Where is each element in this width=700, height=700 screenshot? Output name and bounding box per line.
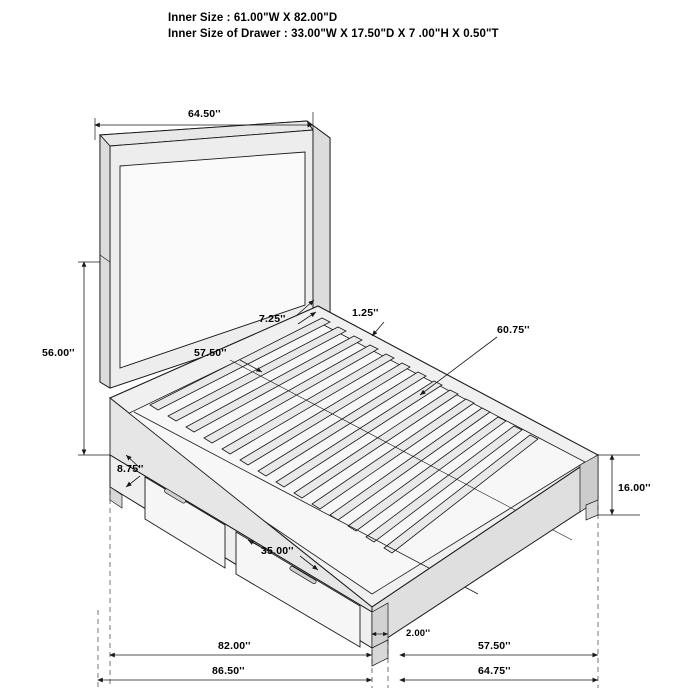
furniture-body xyxy=(100,121,598,666)
dim-top-width: 64.50'' xyxy=(188,108,221,120)
dim-total-depth: 64.75'' xyxy=(478,665,511,677)
dim-slat-gap: 7.25'' xyxy=(259,313,286,325)
dim-overall-length: 82.00'' xyxy=(218,640,251,652)
dim-footboard-height: 16.00'' xyxy=(618,482,651,494)
inner-size-line-2: Inner Size of Drawer : 33.00"W X 17.50"D X 7 .00"H X 0.50"T xyxy=(168,28,499,40)
dim-total-length: 86.50'' xyxy=(212,665,245,677)
dim-drawer-width: 35.00'' xyxy=(261,545,294,557)
dim-mattress-width: 57.50'' xyxy=(194,347,227,359)
dim-slat-thickness: 1.25'' xyxy=(352,307,379,319)
dim-headboard-height: 56.00'' xyxy=(42,347,75,359)
inner-size-line-1: Inner Size : 61.00"W X 82.00"D xyxy=(168,12,338,24)
dim-clearance: 2.00'' xyxy=(406,628,431,639)
dim-rail-height: 8.75'' xyxy=(117,463,144,475)
dim-side-depth: 57.50'' xyxy=(478,640,511,652)
dim-bed-length-inner: 60.75'' xyxy=(497,324,530,336)
